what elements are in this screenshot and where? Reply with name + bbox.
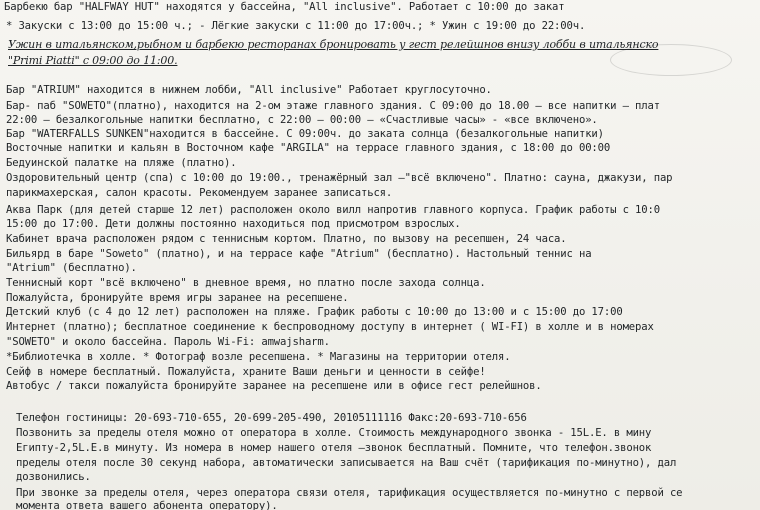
text-line-24: Сейф в номере бесплатный. Пожалуйста, храните Ваши деньги и ценности в сейфе! [6, 366, 486, 378]
text-line-27: Позвонить за пределы отеля можно от оператора в холле. Стоимость международного звонка - 15L.E. в мину [16, 427, 652, 439]
text-line-1: Барбекю бар "HALFWAY HUT" находятся у бассейна, "All inclusive". Работает с 10:00 до закат [4, 1, 565, 13]
text-line-25: Автобус / такси пожалуйста бронируйте заранее на ресепшене или в офисе гест релейшнов. [6, 380, 542, 392]
text-line-23: *Библиотечка в холле. * Фотограф возле ресепшена. * Магазины на территории отеля. [6, 351, 511, 363]
text-line-29: пределы отеля после 30 секунд набора, автоматически записывается на Ваш счёт (тарификация по-минутно), дал [16, 457, 677, 469]
text-line-32: момента ответа вашего абонента оператору). [16, 500, 278, 510]
text-line-15: Кабинет врача расположен рядом с теннисным кортом. Платно, по вызову на ресепшен, 24 часа. [6, 233, 567, 245]
text-line-3: Ужин в итальянском,рыбном и барбекю ресторанах бронировать у гест релейшнов внизу лобби в итальянско [8, 38, 659, 51]
text-line-19: Пожалуйста, бронируйте время игры заранее на ресепшене. [6, 292, 349, 304]
text-line-6: Бар- паб "SOWETO"(платно), находится на 2-ом этаже главного здания. С 09:00 до 18.00 – все напитки – плат [6, 100, 660, 112]
text-line-8: Бар "WATERFALLS SUNKEN"находится в бассейне. С 09:00ч. до заката солнца (безалкогольные напитки) [6, 128, 604, 140]
text-line-16: Бильярд в баре "Soweto" (платно), и на террасе кафе "Atrium" (бесплатно). Настольный теннис на [6, 248, 592, 260]
text-line-18: Теннисный корт "всё включено" в дневное время, но платно после захода солнца. [6, 277, 486, 289]
text-line-21: Интернет (платно); бесплатное соединение к беспроводному доступу в интернет ( WI-FI) в холле и в номерах [6, 321, 654, 333]
text-line-14: 15:00 до 17:00. Дети должны постоянно находиться под присмотром взрослых. [6, 218, 461, 230]
text-line-7: 22:00 – безалкогольные напитки бесплатно, с 22:00 – 00:00 – «Счастливые часы» - «все включено». [6, 114, 598, 126]
text-line-31: При звонке за пределы отеля, через оператора связи отеля, тарификация осуществляется по-минутно с первой се [16, 487, 683, 499]
text-line-28: Египту-2,5L.E.в минуту. Из номера в номер нашего отеля –звонок бесплатный. Помните, что телефон.звонок [16, 442, 652, 454]
text-line-26: Телефон гостиницы: 20-693-710-655, 20-699-205-490, 20105111116 Факс:20-693-710-656 [16, 412, 527, 424]
text-line-30: дозвонились. [16, 471, 91, 483]
text-line-12: парикмахерская, салон красоты. Рекомендуем заранее записаться. [6, 187, 393, 199]
text-line-13: Аква Парк (для детей старше 12 лет) расположен около вилл напротив главного корпуса. График работы с 10:0 [6, 204, 660, 216]
text-line-10: Бедуинской палатке на пляже (платно). [6, 157, 237, 169]
text-line-9: Восточные напитки и кальян в Восточном кафе "ARGILA" на террасе главного здания, с 18:00 до 00:00 [6, 142, 611, 154]
text-line-11: Оздоровительный центр (спа) с 10:00 до 19:00., тренажёрный зал –"всё включено". Платно: сауна, джакузи, пар [6, 172, 673, 184]
text-line-4: "Primi Piatti" с 09:00 до 11:00. [8, 54, 178, 67]
text-line-22: "SOWETO" и около бассейна. Пароль Wi-Fi: amwajsharm. [6, 336, 330, 348]
text-line-2: * Закуски с 13:00 до 15:00 ч.; - Лёгкие закуски с 11:00 до 17:00ч.; * Ужин с 19:00 до 22:00ч. [6, 20, 586, 32]
text-line-17: "Atrium" (бесплатно). [6, 262, 137, 274]
text-line-20: Детский клуб (с 4 до 12 лет) расположен на пляже. График работы с 10:00 до 13:00 и с 15:00 до 17:00 [6, 306, 623, 318]
text-line-5: Бар "ATRIUM" находится в нижнем лобби, "All inclusive" Работает круглосуточно. [6, 84, 492, 96]
